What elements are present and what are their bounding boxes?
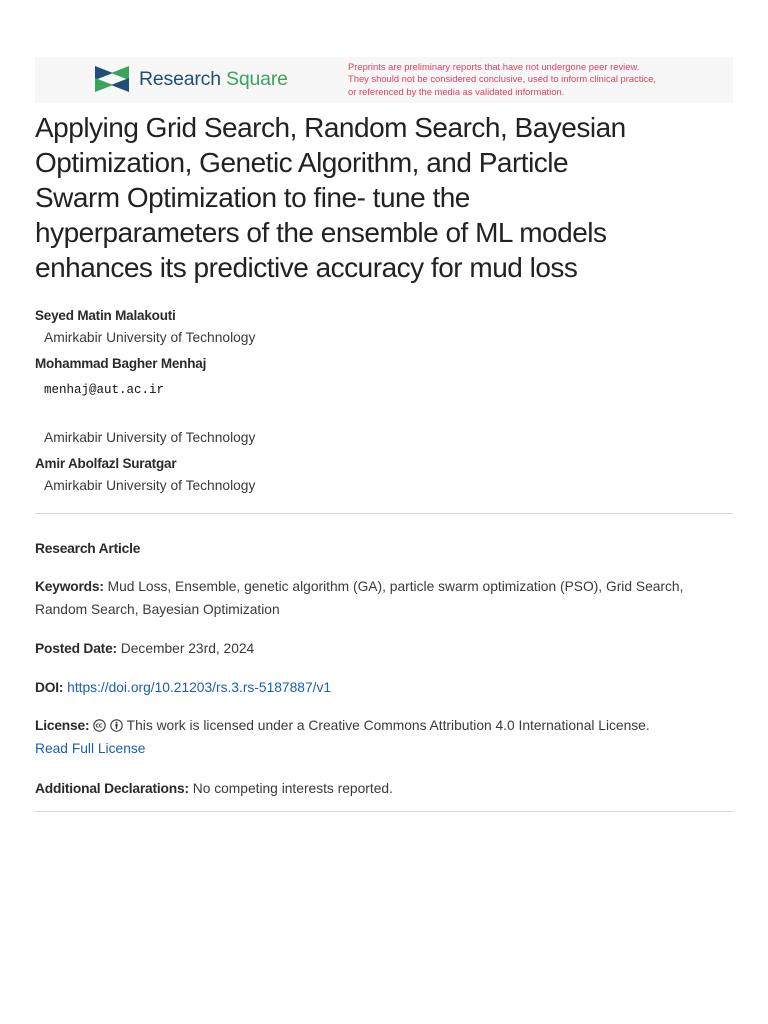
- research-square-logo[interactable]: [93, 64, 288, 94]
- divider: [35, 513, 733, 514]
- doi-label: DOI:: [35, 680, 64, 695]
- title-line: Optimization, Genetic Algorithm, and Particle: [35, 147, 569, 178]
- logo-word-square: Square: [226, 67, 288, 90]
- disclaimer-line: or referenced by the media as validated information.: [348, 85, 565, 97]
- declarations-label: Additional Declarations:: [35, 781, 189, 796]
- posted-date-label: Posted Date:: [35, 641, 117, 656]
- read-full-license-link[interactable]: Read Full License: [35, 741, 146, 756]
- keywords-section: [35, 575, 735, 621]
- keywords-text: Mud Loss, Ensemble, genetic algorithm (GA), particle swarm optimization (PSO), Grid Search, Random Search, Bayesian Optimization: [35, 579, 684, 617]
- doi-section: [35, 676, 735, 699]
- posted-date-value: December 23rd, 2024: [120, 641, 255, 656]
- author-email[interactable]: menhaj@aut.ac.ir: [44, 383, 165, 397]
- disclaimer-line: They should not be considered conclusive, used to inform clinical practice,: [348, 73, 656, 85]
- disclaimer-line: Preprints are preliminary reports that have not undergone peer review.: [348, 61, 640, 72]
- research-square-logo-icon: [93, 64, 131, 94]
- license-section: [35, 714, 735, 760]
- author-affiliation: Amirkabir University of Technology: [44, 478, 256, 493]
- preprint-disclaimer: [348, 61, 708, 98]
- logo-word-research: Research: [139, 67, 221, 90]
- declarations-section: [35, 777, 735, 800]
- license-label: License:: [35, 718, 90, 733]
- declarations-text: No competing interests reported.: [192, 781, 393, 796]
- logo-wordmark: [139, 68, 288, 91]
- title-line: Applying Grid Search, Random Search, Bayesian: [35, 112, 626, 143]
- doi-link[interactable]: https://doi.org/10.21203/rs.3.rs-5187887/v1: [67, 680, 332, 695]
- author-affiliation: Amirkabir University of Technology: [44, 430, 256, 445]
- divider: [35, 811, 733, 812]
- author-name[interactable]: Mohammad Bagher Menhaj: [35, 356, 207, 371]
- author-affiliation: Amirkabir University of Technology: [44, 330, 256, 345]
- title-line: enhances its predictive accuracy for mud loss: [35, 252, 578, 283]
- creative-commons-icon: [93, 719, 106, 732]
- author-name[interactable]: Amir Abolfazl Suratgar: [35, 456, 177, 471]
- title-line: Swarm Optimization to fine- tune the: [35, 182, 470, 213]
- keywords-label: Keywords:: [35, 579, 104, 594]
- paper-title: [35, 110, 735, 285]
- article-type-label: Research Article: [35, 541, 141, 556]
- author-name[interactable]: Seyed Matin Malakouti: [35, 308, 176, 323]
- license-text: This work is licensed under a Creative Commons Attribution 4.0 International License.: [126, 718, 650, 733]
- article-type: [35, 537, 735, 560]
- attribution-icon: [110, 719, 123, 732]
- title-line: hyperparameters of the ensemble of ML models: [35, 217, 607, 248]
- posted-date-section: [35, 637, 735, 660]
